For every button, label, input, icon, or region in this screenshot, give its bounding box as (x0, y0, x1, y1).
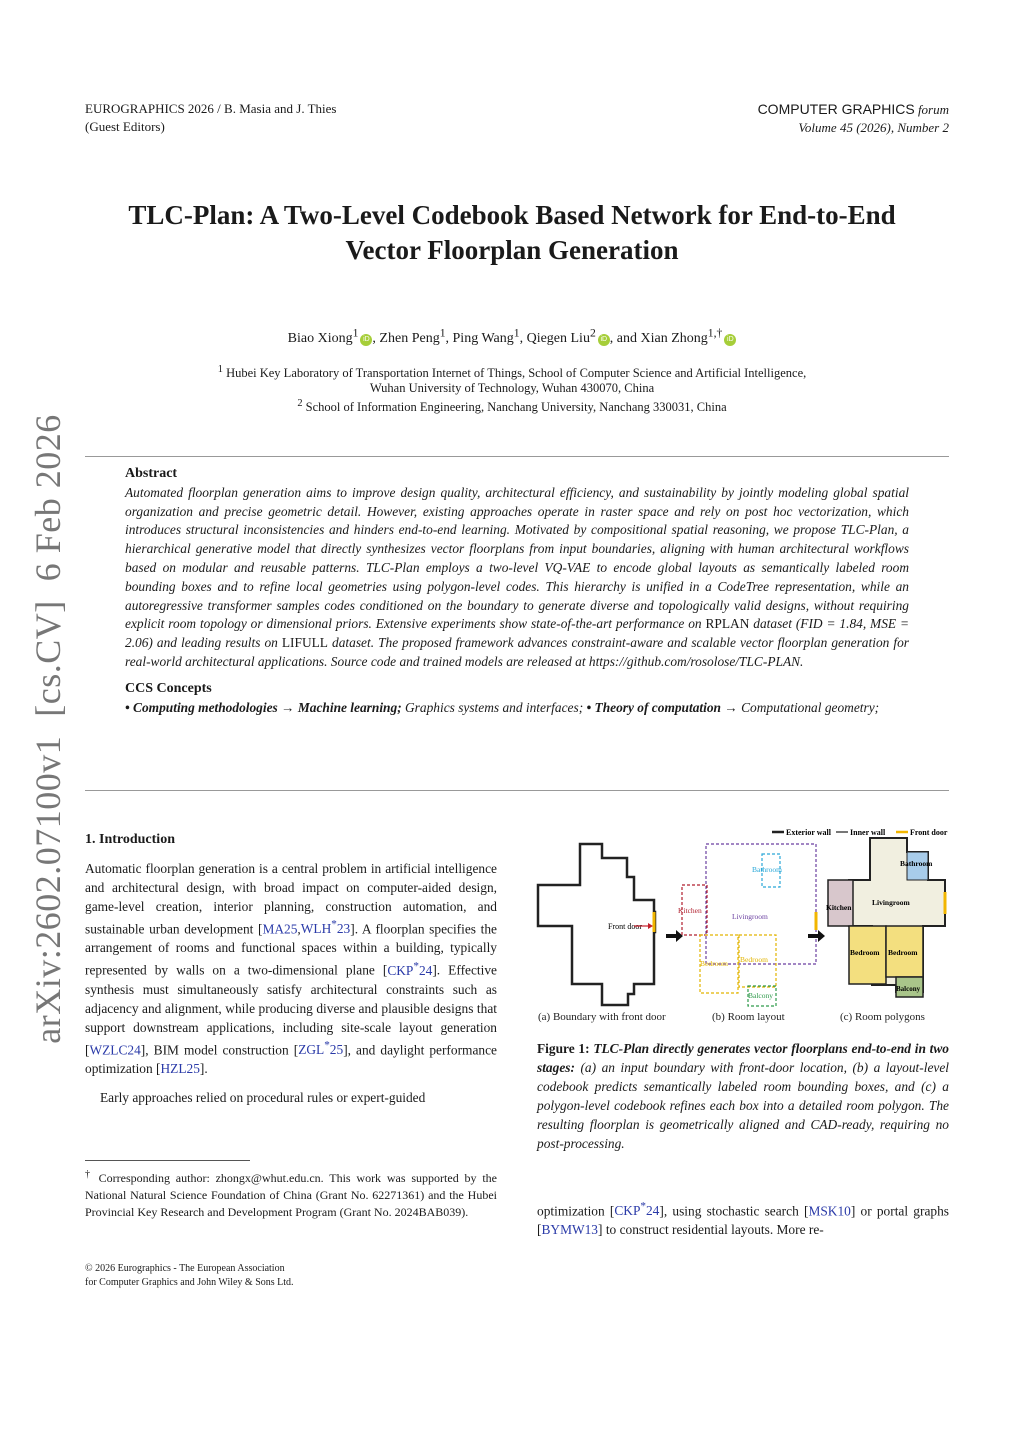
orcid-icon[interactable]: iD (598, 334, 610, 346)
subcaption-b: (b) Room layout (712, 1011, 785, 1023)
layout-label-livingroom: Livingroom (732, 912, 768, 921)
aff2-line1: School of Information Engineering, Nanchang University, Nanchang 330031, China (305, 400, 727, 415)
copyright-line2: for Computer Graphics and John Wiley & Sons Ltd. (85, 1277, 294, 1288)
abstract-text: Automated floorplan generation aims to improve design quality, architectural efficiency, and sustainability by jointly modeling global spatial organization and precise geometric detail. However, existing approaches operate in raster space and rely on post hoc vectorization, which introduces structural inconsistencies and hinders end-to-end learning. Motivated by compositional spatial reasoning, we propose TLC-Plan, a hierarchical generative model that directly synthesizes vector floorplans from input boundaries, aligning with human architectural workflows based on modular and reusable patterns. TLC-Plan employs a two-level VQ-VAE to encode global layouts as semantically labeled room bounding boxes and to refine local geometries using polygon-level codes. This hierarchy is unified in a CodeTree representation, while an autoregressive transformer samples codes conditioned on the boundary to generate diverse and topologically valid designs, without requiring explicit room topology or dimensional priors. Extensive experiments show state-of-the-art performance on RPLAN dataset (FID = 1.84, MSE = 2.06) and leading results on LIFULL dataset. The proposed framework advances constraint-aware and scalable vector floorplan generation for real-world architectural applications. Source code and trained models are released at https://github.com/rosolose/TLC-PLAN. (125, 484, 910, 669)
author-3: Ping Wang$^1$, (452, 326, 527, 346)
layout-label-kitchen: Kitchen (678, 906, 702, 915)
legend-inner-label: Inner wall (850, 828, 886, 837)
author-4: Qiegen Liu$^2$iD , and (526, 326, 641, 346)
affiliation-1-cont: Wuhan University of Technology, Wuhan 430070, China (369, 381, 655, 395)
ref-ckp24-col2[interactable]: CKP*24 (614, 1201, 660, 1219)
conference-line: EUROGRAPHICS 2026 / B. Masia and J. Thies (85, 101, 337, 116)
ref-ckp24[interactable]: CKP*24 (387, 960, 433, 978)
poly-label-kitchen: Kitchen (826, 903, 852, 912)
copyright (85, 1262, 294, 1290)
title-line-2: Vector Floorplan Generation (345, 235, 679, 265)
intro-paragraph-2: Early approaches relied on procedural rules or expert-guided (100, 1090, 426, 1106)
abstract-block (125, 465, 909, 717)
author-5: Xian Zhong$^{1,\dagger}$iD (641, 331, 737, 346)
affiliation-2 (0, 398, 1024, 415)
author-1: Biao Xiong$^1$iD , (287, 326, 380, 346)
footnote: † Corresponding author: zhongx@whut.edu.cn. This work was supported by the National Natural Science Foundation of China (Grant No. 62271361) and the Hubei Provincial Key Research and Development Program (Grant No. 2024BAB039). (85, 1169, 497, 1219)
legend-exterior-label: Exterior wall (786, 828, 831, 837)
volume-line: Volume 45 (2026), Number 2 (798, 120, 949, 135)
ref-msk10[interactable]: MSK10 (808, 1203, 851, 1219)
layout-label-bathroom: Bathroom (752, 865, 782, 874)
figure-1 (530, 822, 954, 1030)
subcaption-a: (a) Boundary with front door (538, 1011, 666, 1023)
journal-forum: forum (917, 102, 949, 117)
ref-bymw13[interactable]: BYMW13 (541, 1222, 599, 1238)
affiliation-1 (0, 364, 1024, 381)
ref-zgl25[interactable]: ZGL*25 (298, 1039, 344, 1058)
col2-paragraph: optimization [CKP*24], using stochastic search [MSK10] or portal graphs [BYMW13] to construct residential layouts. More re- (537, 1201, 949, 1238)
legend-door-label: Front door (910, 828, 948, 837)
top-rule (85, 456, 949, 457)
subcaption-c: (c) Room polygons (840, 1011, 925, 1023)
layout-label-balcony: Balcony (748, 991, 773, 1000)
intro-heading: 1. Introduction (85, 832, 175, 847)
introduction-section (85, 830, 497, 1107)
journal-name: COMPUTER GRAPHICS (757, 101, 915, 117)
orcid-icon[interactable]: iD (724, 334, 736, 346)
box-livingroom (706, 844, 816, 964)
ccs-text: • Computing methodologies → Machine learning; Graphics systems and interfaces; • Theory of computation → Computational geometry; (125, 699, 880, 715)
poly-label-livingroom: Livingroom (872, 898, 910, 907)
figure-1-caption: Figure 1: TLC-Plan directly generates vector floorplans end-to-end in two stages: (a) an input boundary with front-door location, (b) a layout-level codebook predicts semantically labeled room bounding boxes, and (c) a polygon-level codebook refines each box into a detailed room polygon. The resulting floorplan is geometrically aligned and CAD-ready, requiring no post-processing. (537, 1041, 949, 1151)
poly-label-bathroom: Bathroom (900, 859, 933, 868)
author-2: Zhen Peng$^1$, (379, 326, 453, 346)
poly-label-bedroom-2: Bedroom (888, 948, 918, 957)
copyright-line1: © 2026 Eurographics - The European Association (85, 1263, 285, 1274)
aff2-marker: 2 (297, 398, 303, 409)
layout-label-bedroom-2: Bedroom (740, 955, 768, 964)
ref-wlh23[interactable]: WLH*23 (300, 919, 351, 937)
ref-ma25[interactable]: MA25 (262, 921, 298, 937)
guest-editors-line: (Guest Editors) (85, 119, 165, 134)
author-list (0, 326, 1024, 347)
poly-label-bedroom-1: Bedroom (850, 948, 880, 957)
front-door-label: Front door (608, 922, 642, 931)
abstract-heading: Abstract (125, 466, 178, 481)
header-left (85, 100, 336, 136)
orcid-icon[interactable]: iD (360, 334, 372, 346)
stage-arrow-1 (666, 930, 683, 942)
arxiv-stamp: arXiv:2602.07100v1 [cs.CV] 6 Feb 2026 (28, 414, 68, 1044)
ref-wzlc24[interactable]: WZLC24 (89, 1042, 141, 1058)
footnote-rule (85, 1160, 250, 1161)
layout-label-bedroom-1: Bedroom (700, 959, 728, 968)
ref-hzl25[interactable]: HZL25 (160, 1061, 200, 1077)
title-line-1: TLC-Plan: A Two-Level Codebook Based Network for End-to-End (128, 200, 896, 230)
poly-label-balcony: Balcony (896, 985, 921, 993)
header-right (758, 100, 949, 137)
ccs-heading: CCS Concepts (125, 680, 212, 696)
paper-title (60, 198, 964, 268)
intro-paragraph-1: Automatic floorplan generation is a central problem in artificial intelligence and architectural design, with broad impact on computer-aided design, game-level creation, interior planning, construction automation, and sustainable urban development [MA25,WLH*23]. A floorplan specifies the arrangement of rooms and functional spaces within a building, typically represented by walls on a two-dimensional plane [CKP*24]. Effective synthesis must simultaneously satisfy architectural constraints such as adjacency and alignment, while producing diverse and plausible designs that support downstream applications, including site-scale layout generation [WZLC24], BIM model construction [ZGL*25], and daylight performance optimization [HZL25]. (85, 861, 497, 1077)
abstract-bottom-rule (85, 790, 949, 791)
aff1-line1: Hubei Key Laboratory of Transportation Internet of Things, School of Computer Science and Artificial Intelligence, (226, 366, 807, 381)
aff1-marker: 1 (217, 364, 223, 375)
